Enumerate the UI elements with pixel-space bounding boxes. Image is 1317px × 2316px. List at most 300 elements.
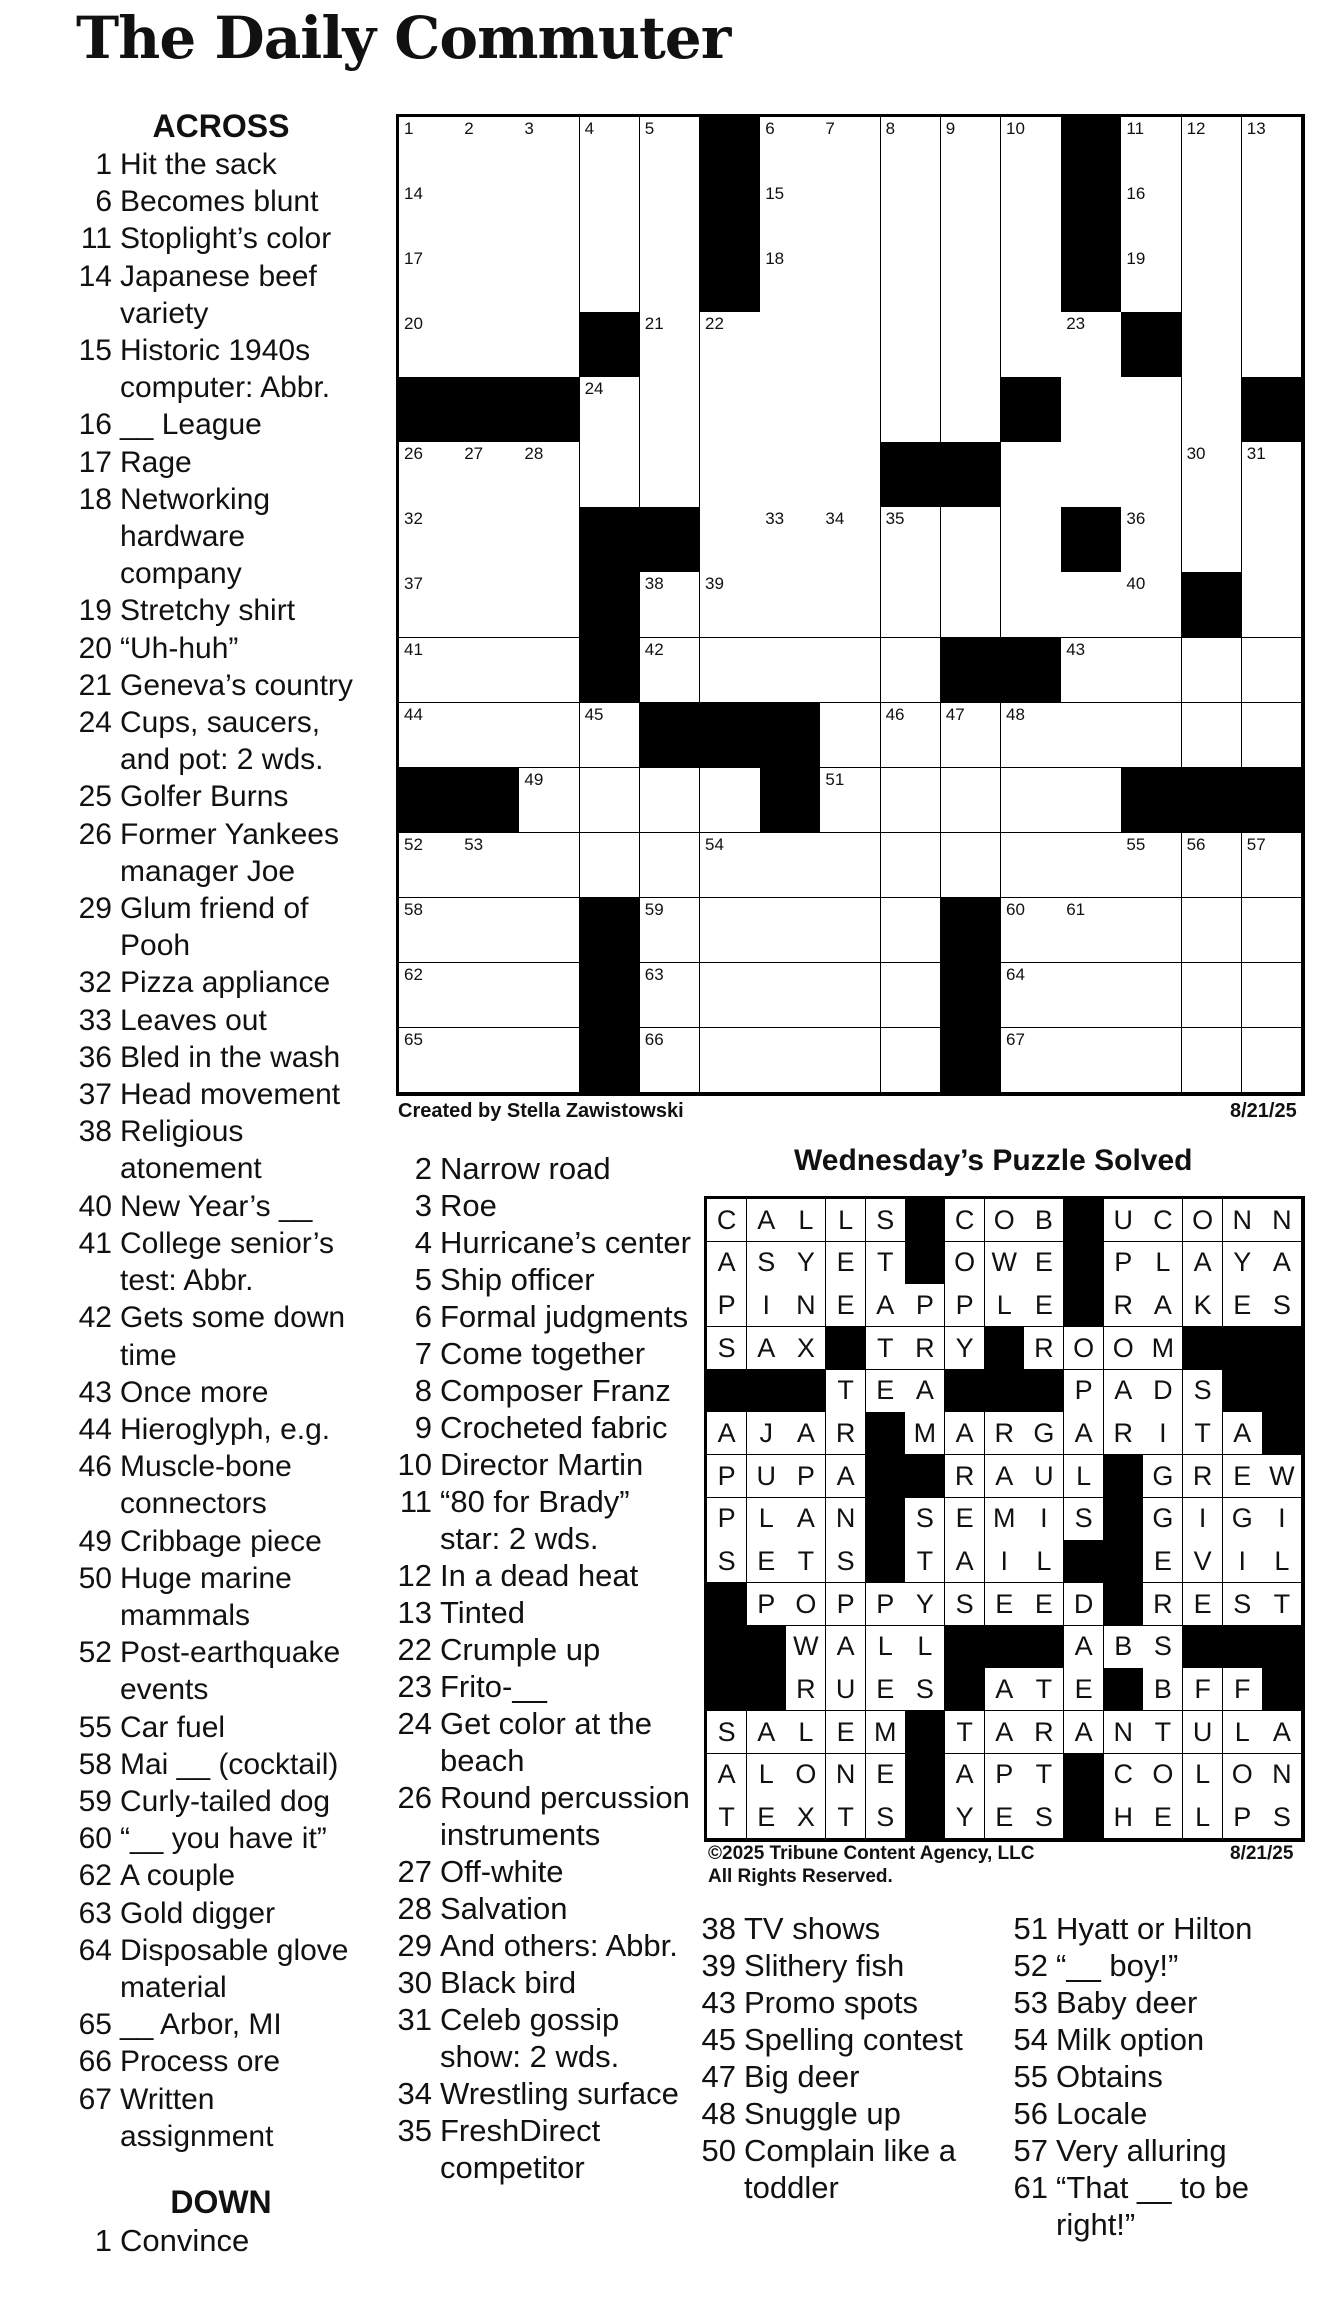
black-square xyxy=(1064,1284,1104,1327)
grid-cell[interactable] xyxy=(881,833,942,899)
grid-cell[interactable] xyxy=(519,182,580,248)
grid-cell[interactable] xyxy=(1121,507,1182,573)
grid-cell[interactable] xyxy=(1182,507,1243,573)
clue-item xyxy=(76,1709,366,1746)
grid-cell[interactable] xyxy=(1242,833,1303,899)
clue-number: 61 xyxy=(1013,2170,1048,2205)
grid-cell[interactable] xyxy=(820,572,881,638)
clue-item xyxy=(700,2132,1000,2206)
grid-cell[interactable] xyxy=(580,247,641,313)
grid-cell[interactable] xyxy=(1061,703,1122,769)
grid-cell[interactable] xyxy=(580,768,641,834)
grid-cell[interactable] xyxy=(941,507,1002,573)
clue-number: 42 xyxy=(78,1301,112,1335)
grid-cell[interactable] xyxy=(519,1028,580,1094)
grid-cell[interactable] xyxy=(1121,898,1182,964)
grid-cell[interactable] xyxy=(1001,247,1062,313)
clue-number: 53 xyxy=(1013,1985,1048,2020)
grid-cell[interactable] xyxy=(1182,898,1243,964)
grid-cell[interactable] xyxy=(519,507,580,573)
grid-cell[interactable] xyxy=(700,507,761,573)
clue-item xyxy=(1012,2132,1302,2169)
solution-letter: I xyxy=(1278,1503,1286,1534)
grid-cell[interactable] xyxy=(760,247,821,313)
grid-cell[interactable] xyxy=(640,182,701,248)
grid-cell[interactable] xyxy=(519,247,580,313)
grid-cell[interactable] xyxy=(760,963,821,1029)
grid-cell[interactable] xyxy=(1182,312,1243,378)
solution-cell xyxy=(905,1370,945,1413)
clue-number: 62 xyxy=(78,1859,112,1893)
grid-cell[interactable] xyxy=(459,703,520,769)
clue-text: Hyatt or Hilton xyxy=(1056,1911,1253,1946)
grid-cell[interactable] xyxy=(820,638,881,704)
grid-cell[interactable] xyxy=(1242,703,1303,769)
cell-number: 42 xyxy=(644,639,664,659)
grid-cell[interactable] xyxy=(1242,442,1303,508)
solution-cell xyxy=(1223,1242,1263,1285)
grid-cell[interactable] xyxy=(881,1028,942,1094)
grid-cell[interactable] xyxy=(941,768,1002,834)
solution-cell xyxy=(905,1498,945,1541)
grid-cell[interactable] xyxy=(1061,768,1122,834)
solution-letter: N xyxy=(796,1289,816,1320)
grid-cell[interactable] xyxy=(1121,572,1182,638)
solution-letter: D xyxy=(1073,1588,1094,1619)
cell-number: 33 xyxy=(765,509,785,529)
clue-text: Leaves out xyxy=(120,1003,267,1037)
cell-number: 48 xyxy=(1006,704,1025,724)
solution-cell xyxy=(1024,1796,1064,1839)
solution-cell xyxy=(985,1199,1025,1242)
grid-cell[interactable] xyxy=(1001,182,1062,248)
clue-item xyxy=(700,1984,1000,2021)
cell-number: 65 xyxy=(404,1029,423,1049)
grid-cell[interactable] xyxy=(820,377,881,443)
black-square xyxy=(1064,1796,1104,1839)
grid-cell[interactable] xyxy=(580,442,641,508)
grid-cell[interactable] xyxy=(1242,963,1303,1029)
grid-cell[interactable] xyxy=(580,377,641,443)
grid-cell[interactable] xyxy=(1242,572,1303,638)
grid-cell[interactable] xyxy=(519,963,580,1029)
grid-cell[interactable] xyxy=(1001,507,1062,573)
grid-cell[interactable] xyxy=(941,312,1002,378)
grid-cell[interactable] xyxy=(820,117,881,183)
grid-cell[interactable] xyxy=(760,638,821,704)
clue-text: Slithery fish xyxy=(744,1948,905,1983)
grid-cell[interactable] xyxy=(1182,1028,1243,1094)
grid-cell[interactable] xyxy=(399,442,460,508)
grid-cell[interactable] xyxy=(760,312,821,378)
solution-letter: T xyxy=(1194,1417,1211,1448)
clue-text: Mai __ (cocktail) xyxy=(120,1747,339,1781)
grid-cell[interactable] xyxy=(1242,117,1303,183)
grid-cell[interactable] xyxy=(459,247,520,313)
grid-cell[interactable] xyxy=(1121,377,1182,443)
grid-cell[interactable] xyxy=(519,768,580,834)
grid-cell[interactable] xyxy=(700,1028,761,1094)
grid-cell[interactable] xyxy=(820,703,881,769)
grid-cell[interactable] xyxy=(881,572,942,638)
grid-cell[interactable] xyxy=(1182,377,1243,443)
grid-cell[interactable] xyxy=(1001,833,1062,899)
clue-item xyxy=(396,1446,696,1483)
solution-cell xyxy=(1143,1370,1183,1413)
grid-cell[interactable] xyxy=(1182,703,1243,769)
solution-cell xyxy=(905,1626,945,1669)
grid-cell[interactable] xyxy=(820,182,881,248)
grid-cell[interactable] xyxy=(399,182,460,248)
grid-cell[interactable] xyxy=(1182,638,1243,704)
solution-letter: R xyxy=(835,1417,856,1448)
grid-cell[interactable] xyxy=(1061,442,1122,508)
solution-cell xyxy=(945,1498,985,1541)
grid-cell[interactable] xyxy=(1242,247,1303,313)
solution-letter: T xyxy=(1035,1673,1053,1704)
grid-cell[interactable] xyxy=(1182,182,1243,248)
grid-cell[interactable] xyxy=(700,638,761,704)
grid-cell[interactable] xyxy=(399,833,460,899)
clue-text: New Year’s __ xyxy=(120,1189,313,1223)
grid-cell[interactable] xyxy=(399,1028,460,1094)
grid-cell[interactable] xyxy=(820,442,881,508)
grid-cell[interactable] xyxy=(519,703,580,769)
grid-cell[interactable] xyxy=(700,572,761,638)
solution-cell xyxy=(985,1540,1025,1583)
grid-cell[interactable] xyxy=(1242,638,1303,704)
solution-letter: I xyxy=(762,1289,770,1320)
grid-cell[interactable] xyxy=(820,833,881,899)
solution-letter: A xyxy=(955,1417,974,1448)
grid-cell[interactable] xyxy=(760,572,821,638)
grid-cell[interactable] xyxy=(1001,442,1062,508)
black-square xyxy=(1242,377,1303,443)
grid-cell[interactable] xyxy=(1121,703,1182,769)
clue-item xyxy=(76,481,366,593)
grid-cell[interactable] xyxy=(1121,182,1182,248)
solution-letter: E xyxy=(836,1247,855,1278)
grid-cell[interactable] xyxy=(881,117,942,183)
grid-cell[interactable] xyxy=(1242,1028,1303,1094)
black-square xyxy=(941,1028,1002,1094)
grid-cell[interactable] xyxy=(820,507,881,573)
grid-cell[interactable] xyxy=(1121,833,1182,899)
grid-cell[interactable] xyxy=(1061,572,1122,638)
grid-cell[interactable] xyxy=(941,377,1002,443)
grid-cell[interactable] xyxy=(760,833,821,899)
grid-cell[interactable] xyxy=(1001,312,1062,378)
grid-cell[interactable] xyxy=(1061,312,1122,378)
grid-cell[interactable] xyxy=(881,182,942,248)
grid-cell[interactable] xyxy=(519,117,580,183)
grid-cell[interactable] xyxy=(881,638,942,704)
grid-cell[interactable] xyxy=(640,638,701,704)
grid-cell[interactable] xyxy=(1121,1028,1182,1094)
solution-letter: A xyxy=(717,1759,736,1790)
grid-cell[interactable] xyxy=(881,963,942,1029)
grid-cell[interactable] xyxy=(640,312,701,378)
clue-item xyxy=(396,1964,696,2001)
cell-number: 62 xyxy=(404,964,423,984)
clue-item xyxy=(76,1932,366,2006)
grid-cell[interactable] xyxy=(399,898,460,964)
grid-cell[interactable] xyxy=(1121,638,1182,704)
grid-cell[interactable] xyxy=(519,833,580,899)
grid-cell[interactable] xyxy=(640,442,701,508)
grid-cell[interactable] xyxy=(640,377,701,443)
grid-cell[interactable] xyxy=(941,182,1002,248)
clue-item xyxy=(396,2001,696,2075)
clue-number: 1 xyxy=(95,148,112,181)
grid-cell[interactable] xyxy=(459,963,520,1029)
clue-text: Cups, saucers, and pot: 2 wds. xyxy=(120,706,324,777)
grid-cell[interactable] xyxy=(519,442,580,508)
grid-cell[interactable] xyxy=(1182,117,1243,183)
grid-cell[interactable] xyxy=(519,572,580,638)
grid-cell[interactable] xyxy=(1182,247,1243,313)
solution-cell xyxy=(1104,1412,1144,1455)
grid-cell[interactable] xyxy=(459,833,520,899)
solution-cell xyxy=(1024,1668,1064,1711)
grid-cell[interactable] xyxy=(881,377,942,443)
grid-cell[interactable] xyxy=(459,1028,520,1094)
solution-cell xyxy=(1143,1242,1183,1285)
solution-cell xyxy=(1223,1668,1263,1711)
cell-number: 63 xyxy=(644,964,664,984)
clue-text: Huge marine mammals xyxy=(120,1561,292,1632)
solution-letter: E xyxy=(876,1375,895,1406)
grid-cell[interactable] xyxy=(1242,312,1303,378)
clue-item xyxy=(76,1299,366,1373)
grid-cell[interactable] xyxy=(519,312,580,378)
grid-cell[interactable] xyxy=(399,638,460,704)
grid-cell[interactable] xyxy=(580,833,641,899)
clue-number: 58 xyxy=(78,1747,112,1781)
solution-letter: W xyxy=(1269,1460,1295,1491)
grid-cell[interactable] xyxy=(820,312,881,378)
clue-number: 12 xyxy=(397,1558,432,1593)
clue-number: 52 xyxy=(78,1636,112,1670)
grid-cell[interactable] xyxy=(459,507,520,573)
grid-cell[interactable] xyxy=(640,768,701,834)
grid-cell[interactable] xyxy=(1121,117,1182,183)
cell-number: 8 xyxy=(885,119,896,138)
grid-cell[interactable] xyxy=(820,1028,881,1094)
grid-cell[interactable] xyxy=(459,898,520,964)
grid-cell[interactable] xyxy=(580,117,641,183)
black-square xyxy=(707,1370,747,1413)
grid-cell[interactable] xyxy=(1061,963,1122,1029)
grid-cell[interactable] xyxy=(700,442,761,508)
grid-cell[interactable] xyxy=(399,312,460,378)
grid-cell[interactable] xyxy=(881,247,942,313)
grid-cell[interactable] xyxy=(1242,507,1303,573)
solution-cell xyxy=(866,1668,906,1711)
grid-cell[interactable] xyxy=(881,703,942,769)
solution-letter: T xyxy=(1035,1759,1053,1790)
solution-cell xyxy=(945,1242,985,1285)
grid-cell[interactable] xyxy=(459,117,520,183)
clue-number: 6 xyxy=(414,1299,432,1334)
grid-cell[interactable] xyxy=(820,768,881,834)
grid-cell[interactable] xyxy=(399,963,460,1029)
black-square xyxy=(700,117,761,183)
down-clue-list-1 xyxy=(76,2222,366,2259)
solution-letter: L xyxy=(1036,1545,1052,1576)
solution-cell xyxy=(866,1370,906,1413)
solution-cell xyxy=(905,1284,945,1327)
clue-text: Off-white xyxy=(440,1854,564,1889)
solution-cell xyxy=(985,1498,1025,1541)
solution-letter: I xyxy=(1040,1503,1048,1534)
clue-item xyxy=(396,1224,696,1261)
grid-cell[interactable] xyxy=(700,833,761,899)
grid-cell[interactable] xyxy=(1182,963,1243,1029)
grid-cell[interactable] xyxy=(1121,247,1182,313)
grid-cell[interactable] xyxy=(1061,833,1122,899)
grid-cell[interactable] xyxy=(820,963,881,1029)
grid-cell[interactable] xyxy=(1001,898,1062,964)
solution-cell xyxy=(747,1796,787,1839)
grid-cell[interactable] xyxy=(1121,963,1182,1029)
grid-cell[interactable] xyxy=(1182,833,1243,899)
grid-cell[interactable] xyxy=(881,312,942,378)
grid-cell[interactable] xyxy=(760,442,821,508)
grid-cell[interactable] xyxy=(941,703,1002,769)
grid-cell[interactable] xyxy=(700,768,761,834)
clue-item xyxy=(1012,1984,1302,2021)
grid-cell[interactable] xyxy=(640,247,701,313)
grid-cell[interactable] xyxy=(459,182,520,248)
grid-cell[interactable] xyxy=(519,638,580,704)
clue-item xyxy=(76,406,366,443)
clue-item xyxy=(76,332,366,406)
down-clue-list-4 xyxy=(1012,1910,1302,2243)
cell-number: 34 xyxy=(825,509,845,529)
black-square xyxy=(700,247,761,313)
grid-cell[interactable] xyxy=(459,638,520,704)
clue-item xyxy=(76,1523,366,1560)
solution-cell xyxy=(1223,1711,1263,1754)
grid-cell[interactable] xyxy=(760,507,821,573)
grid-cell[interactable] xyxy=(941,833,1002,899)
grid-cell[interactable] xyxy=(399,117,460,183)
black-square xyxy=(866,1540,906,1583)
grid-cell[interactable] xyxy=(640,963,701,1029)
grid-cell[interactable] xyxy=(459,442,520,508)
solution-letter: E xyxy=(836,1289,855,1320)
clue-number: 17 xyxy=(78,445,112,479)
clue-text: Religious atonement xyxy=(120,1115,262,1186)
grid-cell[interactable] xyxy=(1001,117,1062,183)
clue-number: 29 xyxy=(397,1928,432,1963)
solution-letter: R xyxy=(1034,1716,1054,1747)
grid-cell[interactable] xyxy=(640,1028,701,1094)
solution-letter: O xyxy=(1192,1204,1214,1235)
grid-cell[interactable] xyxy=(700,963,761,1029)
grid-cell[interactable] xyxy=(1242,182,1303,248)
grid-cell[interactable] xyxy=(760,1028,821,1094)
grid-cell[interactable] xyxy=(1001,768,1062,834)
grid-cell[interactable] xyxy=(941,247,1002,313)
black-square xyxy=(1064,1754,1104,1797)
grid-cell[interactable] xyxy=(881,507,942,573)
clue-text: “80 for Brady” star: 2 wds. xyxy=(440,1484,630,1556)
solution-letter: P xyxy=(796,1460,815,1491)
grid-cell[interactable] xyxy=(1121,442,1182,508)
clue-number: 56 xyxy=(1013,2096,1048,2131)
grid-cell[interactable] xyxy=(1061,638,1122,704)
grid-cell[interactable] xyxy=(1061,1028,1122,1094)
clue-item xyxy=(76,1374,366,1411)
clue-text: Gets some down time xyxy=(120,1301,346,1372)
grid-cell[interactable] xyxy=(640,833,701,899)
grid-cell[interactable] xyxy=(941,572,1002,638)
grid-cell[interactable] xyxy=(459,312,520,378)
grid-cell[interactable] xyxy=(519,898,580,964)
grid-cell[interactable] xyxy=(1182,442,1243,508)
solution-cell xyxy=(786,1754,826,1797)
solution-cell xyxy=(1223,1455,1263,1498)
grid-cell[interactable] xyxy=(1001,572,1062,638)
grid-cell[interactable] xyxy=(399,572,460,638)
black-square xyxy=(580,638,641,704)
grid-cell[interactable] xyxy=(760,117,821,183)
grid-cell[interactable] xyxy=(820,247,881,313)
grid-cell[interactable] xyxy=(700,377,761,443)
grid-cell[interactable] xyxy=(760,377,821,443)
grid-cell[interactable] xyxy=(1061,377,1122,443)
solution-cell xyxy=(1262,1455,1302,1498)
grid-cell[interactable] xyxy=(760,182,821,248)
grid-cell[interactable] xyxy=(1061,898,1122,964)
grid-cell[interactable] xyxy=(881,898,942,964)
cell-number: 19 xyxy=(1126,249,1146,269)
grid-cell[interactable] xyxy=(820,898,881,964)
grid-cell[interactable] xyxy=(399,247,460,313)
grid-cell[interactable] xyxy=(640,898,701,964)
solution-letter: S xyxy=(1034,1801,1053,1832)
black-square xyxy=(1223,1370,1263,1413)
grid-cell[interactable] xyxy=(881,768,942,834)
crossword-grid[interactable] xyxy=(396,114,1305,1096)
grid-cell[interactable] xyxy=(1001,963,1062,1029)
grid-cell[interactable] xyxy=(640,117,701,183)
cell-number: 3 xyxy=(524,119,534,138)
grid-cell[interactable] xyxy=(459,572,520,638)
grid-cell[interactable] xyxy=(941,117,1002,183)
grid-cell[interactable] xyxy=(580,182,641,248)
cell-number: 7 xyxy=(825,119,835,138)
grid-cell[interactable] xyxy=(700,312,761,378)
solution-letter: P xyxy=(1114,1247,1133,1278)
clue-item xyxy=(700,2095,1000,2132)
solution-cell xyxy=(747,1412,787,1455)
grid-cell[interactable] xyxy=(1001,703,1062,769)
clue-item xyxy=(396,1335,696,1372)
grid-cell[interactable] xyxy=(580,703,641,769)
grid-cell[interactable] xyxy=(399,703,460,769)
grid-cell[interactable] xyxy=(399,507,460,573)
grid-cell[interactable] xyxy=(760,898,821,964)
solution-cell xyxy=(826,1412,866,1455)
grid-cell[interactable] xyxy=(1001,1028,1062,1094)
grid-cell[interactable] xyxy=(640,572,701,638)
solution-letter: R xyxy=(1153,1588,1173,1619)
grid-cell[interactable] xyxy=(1242,898,1303,964)
grid-cell[interactable] xyxy=(700,898,761,964)
